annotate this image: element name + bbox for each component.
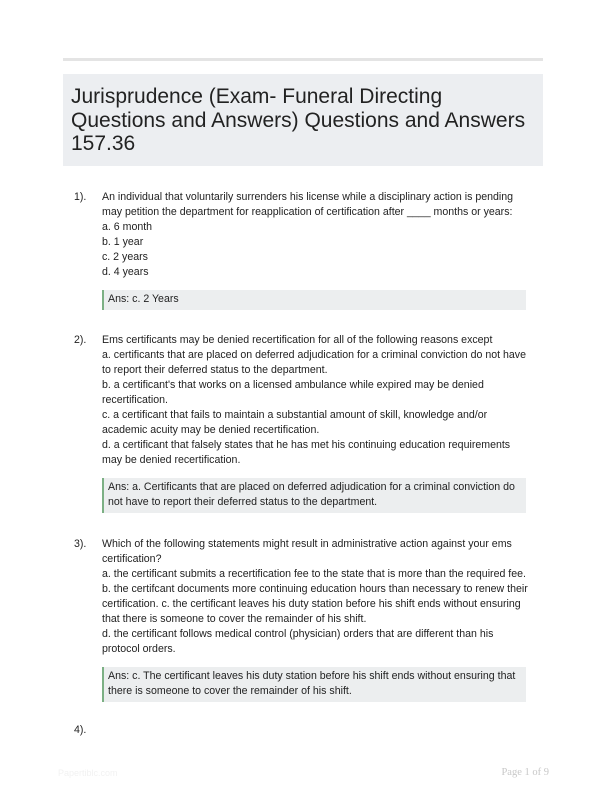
question-line: Ems certificants may be denied recertification for all of the following reasons except [102,334,493,346]
option-d: d. the certificant follows medical control (physician) orders that are different than his [102,628,494,640]
question-line: Which of the following statements might result in administrative action against your ems [102,538,512,550]
question-body [102,333,544,468]
option-a-cont: to report their deferred status to the department. [102,364,328,376]
option-b: b. the certifcant documents more continuing education hours than necessary to renew their [102,583,528,595]
question-3 [74,537,544,702]
option-c-cont: academic acuity may be denied recertification. [102,424,320,436]
answer-box: Ans: a. Certificants that are placed on deferred adjudication for a criminal conviction do not have to report their deferred status to the department. [102,478,526,513]
option-d: d. a certificant that falsely states that he has met his continuing education requirements [102,439,511,451]
option-b: b. 1 year [102,236,144,248]
question-line-cont: certification? [102,553,162,565]
option-b: b. a certificant's that works on a licensed ambulance while expired may be denied [102,379,484,391]
option-c: c. 2 years [102,251,148,263]
answer-box: Ans: c. 2 Years [102,290,526,310]
question-line: An individual that voluntarily surrenders his license while a disciplinary action is pending [102,191,514,203]
answer-box: Ans: c. The certificant leaves his duty station before his shift ends without ensuring that there is someone to cover the remainder of his shift. [102,667,526,702]
option-d-cont: may be denied recertification. [102,454,241,466]
question-line: may petition the department for reapplication of certification after ____ months or years: [102,206,513,218]
question-number: 1). [74,191,87,203]
option-b-cont: certification. c. the certificant leaves his duty station before his shift ends without ensuring [102,598,521,610]
option-c-cont: that there is someone to cover the remainder of his shift. [102,613,367,625]
title-box [63,74,543,166]
page-indicator: Page 1 of 9 [501,767,549,778]
option-c: c. a certificant that fails to maintain a substantial amount of skill, knowledge and/or [102,409,488,421]
option-a: a. certificants that are placed on deferred adjudication for a criminal conviction do not have [102,349,526,361]
question-body [102,537,544,657]
option-a: a. 6 month [102,221,153,233]
option-b-cont: recertification. [102,394,168,406]
option-d-cont: protocol orders. [102,643,176,655]
option-a: a. the certificant submits a recertification fee to the state that is more than the required fee. [102,568,526,580]
question-body [102,190,544,280]
top-rule [63,58,543,61]
page-title: Jurisprudence (Exam- Funeral Directing Questions and Answers) Questions and Answers 157.36 [71,85,526,155]
footer-watermark: Papertiblc.com [58,768,118,778]
question-number: 4). [74,724,87,736]
question-number: 2). [74,334,87,346]
question-2 [74,333,544,513]
question-number: 3). [74,538,87,550]
question-1 [74,190,544,310]
option-d: d. 4 years [102,266,149,278]
